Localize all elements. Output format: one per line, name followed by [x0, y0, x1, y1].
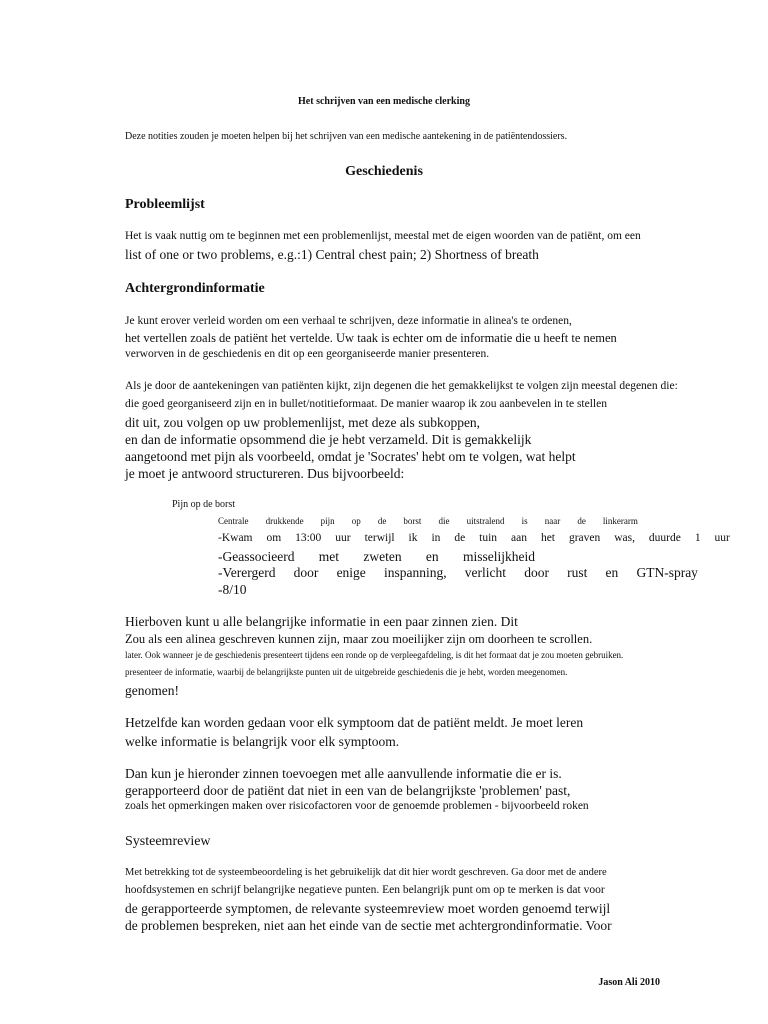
text-line: genomen!	[125, 683, 179, 698]
text-line: Zou als een alinea geschreven kunnen zijn, maar zou moeilijker zijn om doorheen te scrollen.	[125, 632, 593, 646]
heading-achtergrondinformatie: Achtergrondinformatie	[125, 281, 265, 296]
text-line: later. Ook wanneer je de geschiedenis presenteert tijdens een ronde op de verpleegafdeling, is dit het formaat dat je zou moeten gebruiken.	[125, 650, 624, 660]
document-title: Het schrijven van een medische clerking	[298, 96, 470, 107]
text-line: Hierboven kunt u alle belangrijke informatie in een paar zinnen zien. Dit	[125, 614, 518, 629]
text-line: list of one or two problems, e.g.:1) Central chest pain; 2) Shortness of breath	[125, 247, 539, 262]
example-line-1: Centrale drukkende pijn op de borst die uitstralend is naar de linkerarm	[218, 516, 638, 526]
example-score: -8/10	[218, 582, 247, 597]
example-line-2: -Kwam om 13:00 uur terwijl ik in de tuin aan het graven was, duurde 1 uur	[218, 532, 730, 544]
text-line: die goed georganiseerd zijn en in bullet/notitieformaat. De manier waarop ik zou aanbevelen in te stellen	[125, 398, 607, 410]
text-line: Met betrekking tot de systeembeoordeling is het gebruikelijk dat dit hier wordt geschreven. Ga door met de andere	[125, 867, 607, 878]
text-line: dit uit, zou volgen op uw problemenlijst, met deze als subkoppen,	[125, 415, 481, 430]
text-line: welke informatie is belangrijk voor elk symptoom.	[125, 734, 400, 749]
example-heading: Pijn op de borst	[172, 499, 236, 510]
text-line: Je kunt erover verleid worden om een verhaal te schrijven, deze informatie in alinea's te ordenen,	[125, 315, 572, 327]
text-line: hoofdsystemen en schrijf belangrijke negatieve punten. Een belangrijk punt om op te merken is dat voor	[125, 884, 605, 896]
text-line: gerapporteerd door de patiënt dat niet in een van de belangrijkste 'problemen' past,	[125, 783, 571, 798]
section-heading-geschiedenis: Geschiedenis	[345, 164, 423, 179]
text-line: de problemen bespreken, niet aan het einde van de sectie met achtergrondinformatie. Voor	[125, 918, 612, 933]
text-line: en dan de informatie opsommend die je hebt verzameld. Dit is gemakkelijk	[125, 432, 532, 447]
text-line: je moet je antwoord structureren. Dus bijvoorbeeld:	[125, 466, 405, 481]
text-line: verworven in de geschiedenis en dit op een georganiseerde manier presenteren.	[125, 348, 490, 360]
text-line: de gerapporteerde symptomen, de relevante systeemreview moet worden genoemd terwijl	[125, 901, 611, 916]
text-line: aangetoond met pijn als voorbeeld, omdat je 'Socrates' hebt om te volgen, wat helpt	[125, 449, 576, 464]
heading-probleemlijst: Probleemlijst	[125, 197, 205, 212]
text-line: Als je door de aantekeningen van patiënten kijkt, zijn degenen die het gemakkelijkst te volgen zijn meestal degenen die:	[125, 380, 678, 392]
footer-author: Jason Ali 2010	[598, 977, 660, 988]
intro-text: Deze notities zouden je moeten helpen bij het schrijven van een medische aantekening in de patiëntendossiers.	[125, 131, 568, 142]
text-line: Hetzelfde kan worden gedaan voor elk symptoom dat de patiënt meldt. Je moet leren	[125, 715, 584, 730]
text-line: presenteer de informatie, waarbij de belangrijkste punten uit de uitgebreide geschiedenis die je hebt, worden meegenomen.	[125, 667, 568, 677]
text-line: zoals het opmerkingen maken over risicofactoren voor de genoemde problemen - bijvoorbeeld roken	[125, 800, 589, 812]
text-line: het vertellen zoals de patiënt het vertelde. Uw taak is echter om de informatie die u heeft te nemen	[125, 331, 617, 345]
text-line: Het is vaak nuttig om te beginnen met een problemenlijst, meestal met de eigen woorden van de patiënt, om een	[125, 230, 641, 242]
example-line-4: -Verergerd door enige inspanning, verlicht door rust en GTN-spray	[218, 565, 698, 580]
heading-systeemreview: Systeemreview	[125, 834, 211, 849]
example-line-3: -Geassocieerd met zweten en misselijkheid	[218, 549, 535, 564]
text-line: Dan kun je hieronder zinnen toevoegen met alle aanvullende informatie die er is.	[125, 766, 562, 781]
